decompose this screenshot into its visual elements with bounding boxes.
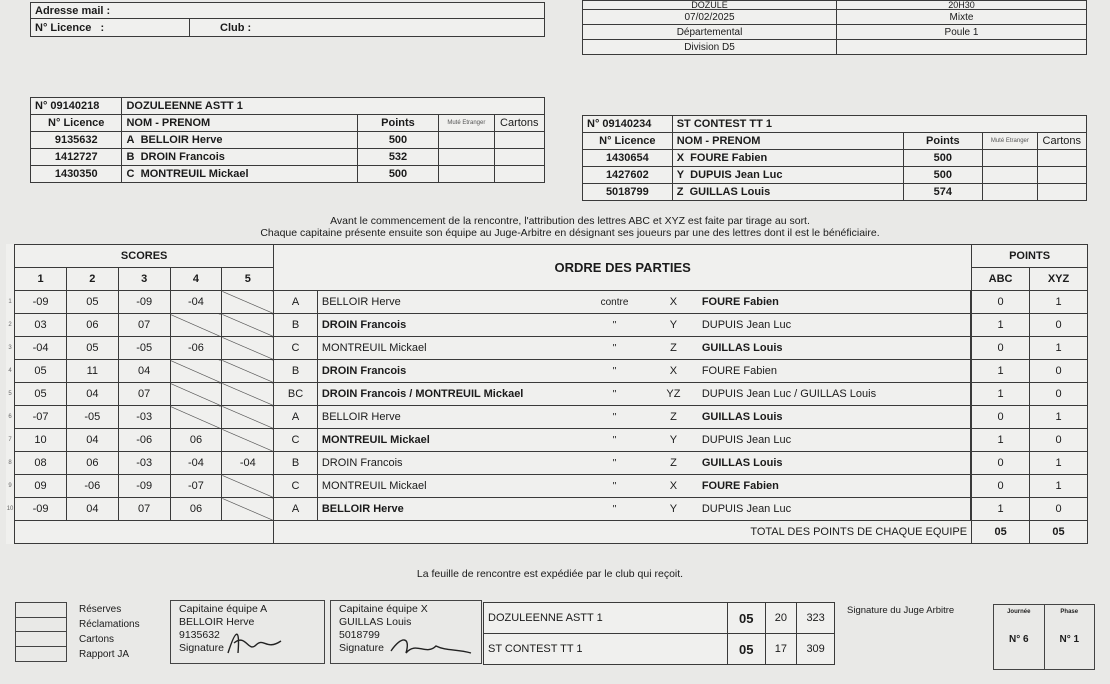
- player-points: 500: [357, 132, 438, 149]
- set-score: -09: [15, 291, 67, 314]
- player-licence: 1430350: [31, 166, 122, 183]
- team-a-number: N° 09140218: [31, 98, 122, 115]
- captain-x-name: GUILLAS Louis: [339, 616, 412, 628]
- match-row: [6, 475, 1088, 498]
- set-score: [222, 383, 274, 406]
- set-score: 04: [66, 498, 118, 521]
- match-date: 07/02/2025: [583, 10, 837, 25]
- points-abc: 0: [972, 452, 1030, 475]
- player-x: DUPUIS Jean Luc / GUILLAS Louis: [698, 383, 971, 406]
- match-info-table: [582, 0, 1087, 55]
- result-points: 323: [797, 603, 835, 634]
- set-score: 11: [66, 360, 118, 383]
- letter-a: BC: [274, 383, 318, 406]
- match-row: [6, 498, 1088, 521]
- captain-a-licence: 9135632: [179, 629, 220, 641]
- set-score: 03: [15, 314, 67, 337]
- set-score: [222, 429, 274, 452]
- set-score: [170, 314, 222, 337]
- set-score: 07: [118, 383, 170, 406]
- town: DOZULE: [583, 1, 837, 10]
- set-header: 5: [222, 268, 274, 291]
- row-number: 8: [8, 460, 12, 466]
- set-score: 10: [15, 429, 67, 452]
- email-label: Adresse mail :: [31, 3, 545, 19]
- match-pool: Poule 1: [837, 25, 1087, 40]
- set-score: -07: [15, 406, 67, 429]
- player-x: FOURE Fabien: [698, 360, 971, 383]
- captain-x-signature-label: Signature: [339, 642, 384, 654]
- player-a: DROIN Francois: [317, 452, 580, 475]
- player-x: GUILLAS Louis: [698, 337, 971, 360]
- match-division: Division D5: [583, 40, 837, 55]
- team-x-player-row: [583, 150, 1087, 167]
- player-a: BELLOIR Herve: [317, 498, 580, 521]
- team-a-player-row: [31, 149, 545, 166]
- player-a: MONTREUIL Mickael: [317, 429, 580, 452]
- player-x: FOURE Fabien: [698, 291, 971, 314]
- set-score: 05: [15, 360, 67, 383]
- versus: ": [580, 383, 649, 406]
- result-sets: 17: [765, 634, 797, 665]
- points-xyz: 0: [1030, 383, 1088, 406]
- player-points: 574: [903, 184, 983, 201]
- club-label: Club :: [190, 19, 545, 37]
- team-x-col-licence: N° Licence: [583, 133, 673, 150]
- letter-a: A: [274, 291, 318, 314]
- checklist-reserves: Réserves: [79, 604, 122, 615]
- set-score: -05: [118, 337, 170, 360]
- set-score: [170, 383, 222, 406]
- captain-x-title: Capitaine équipe X: [339, 603, 428, 615]
- xyz-header: XYZ: [1030, 268, 1088, 291]
- team-x-col-mute: Muté Etranger: [983, 133, 1037, 150]
- player-name: C MONTREUIL Mickael: [122, 166, 357, 183]
- points-xyz: 0: [1030, 360, 1088, 383]
- result-score: 05: [727, 634, 765, 665]
- row-number: 5: [8, 391, 12, 397]
- team-a-col-name: NOM - PRENOM: [122, 115, 357, 132]
- set-score: 06: [66, 314, 118, 337]
- checklist-rapport: Rapport JA: [79, 649, 130, 660]
- checklist-reclamations: Réclamations: [79, 619, 140, 630]
- letter-a: C: [274, 337, 318, 360]
- captain-a-box: [170, 600, 325, 664]
- versus: ": [580, 406, 649, 429]
- abc-header: ABC: [972, 268, 1030, 291]
- row-number: 4: [8, 368, 12, 374]
- team-a-name: DOZULEENNE ASTT 1: [122, 98, 545, 115]
- match-level: Départemental: [583, 25, 837, 40]
- team-x-name: ST CONTEST TT 1: [672, 116, 1086, 133]
- letter-a: B: [274, 360, 318, 383]
- set-score: 04: [118, 360, 170, 383]
- versus: contre: [580, 291, 649, 314]
- letter-x: Y: [649, 498, 698, 521]
- captain-x-licence: 5018799: [339, 629, 380, 641]
- set-score: 09: [15, 475, 67, 498]
- points-abc: 0: [972, 475, 1030, 498]
- set-score: [222, 360, 274, 383]
- contact-table: [30, 2, 545, 37]
- letter-x: Y: [649, 314, 698, 337]
- player-licence: 1412727: [31, 149, 122, 166]
- player-points: 532: [357, 149, 438, 166]
- set-score: -04: [170, 452, 222, 475]
- player-licence: 9135632: [31, 132, 122, 149]
- points-abc: 0: [972, 406, 1030, 429]
- result-score: 05: [727, 603, 765, 634]
- set-score: -04: [170, 291, 222, 314]
- letter-x: X: [649, 360, 698, 383]
- match-order-table: [6, 244, 1088, 544]
- result-team: DOZULEENNE ASTT 1: [484, 603, 728, 634]
- set-score: -06: [118, 429, 170, 452]
- points-xyz: 1: [1030, 291, 1088, 314]
- match-row: [6, 337, 1088, 360]
- points-xyz: 1: [1030, 475, 1088, 498]
- set-score: 07: [118, 498, 170, 521]
- versus: ": [580, 360, 649, 383]
- player-a: DROIN Francois: [317, 360, 580, 383]
- letter-a: C: [274, 475, 318, 498]
- versus: ": [580, 337, 649, 360]
- points-abc: 1: [972, 360, 1030, 383]
- player-a: MONTREUIL Mickael: [317, 475, 580, 498]
- player-a: BELLOIR Herve: [317, 406, 580, 429]
- set-score: [170, 406, 222, 429]
- row-number: 3: [8, 345, 12, 351]
- team-a-col-licence: N° Licence: [31, 115, 122, 132]
- points-abc: 1: [972, 498, 1030, 521]
- journee-value: N° 6: [1008, 634, 1029, 645]
- points-xyz: 1: [1030, 337, 1088, 360]
- player-x: DUPUIS Jean Luc: [698, 498, 971, 521]
- letter-a: C: [274, 429, 318, 452]
- set-header: 2: [66, 268, 118, 291]
- versus: ": [580, 429, 649, 452]
- points-xyz: 0: [1030, 498, 1088, 521]
- team-x-table: [582, 115, 1087, 201]
- set-score: -09: [118, 475, 170, 498]
- set-score: -09: [15, 498, 67, 521]
- result-sets: 20: [765, 603, 797, 634]
- set-score: 05: [15, 383, 67, 406]
- player-x: GUILLAS Louis: [698, 406, 971, 429]
- letter-x: Z: [649, 337, 698, 360]
- team-a-player-row: [31, 166, 545, 183]
- set-score: 06: [66, 452, 118, 475]
- player-points: 500: [357, 166, 438, 183]
- points-abc: 0: [972, 337, 1030, 360]
- player-licence: 1427602: [583, 167, 673, 184]
- total-abc: 05: [972, 521, 1030, 544]
- set-score: -06: [170, 337, 222, 360]
- captain-a-signature: [226, 623, 286, 663]
- captain-a-signature-label: Signature: [179, 642, 224, 654]
- player-a: BELLOIR Herve: [317, 291, 580, 314]
- set-score: 07: [118, 314, 170, 337]
- total-xyz: 05: [1030, 521, 1088, 544]
- set-score: 04: [66, 383, 118, 406]
- set-score: [222, 314, 274, 337]
- letter-x: Z: [649, 452, 698, 475]
- draw-notice: [200, 215, 940, 239]
- set-score: [222, 475, 274, 498]
- team-x-player-row: [583, 184, 1087, 201]
- set-score: 06: [170, 429, 222, 452]
- points-title: POINTS: [972, 245, 1088, 268]
- row-number: 9: [8, 483, 12, 489]
- points-abc: 1: [972, 383, 1030, 406]
- versus: ": [580, 475, 649, 498]
- set-score: 04: [66, 429, 118, 452]
- match-row: [6, 406, 1088, 429]
- letter-a: B: [274, 452, 318, 475]
- versus: ": [580, 498, 649, 521]
- team-a-col-points: Points: [357, 115, 438, 132]
- set-score: -03: [118, 406, 170, 429]
- phase-label: Phase: [1060, 609, 1079, 615]
- letter-a: B: [274, 314, 318, 337]
- draw-notice-line1: Avant le commencement de la rencontre, l'attribution des lettres ABC et XYZ est faite par tirage au sort.: [330, 215, 810, 227]
- player-x: DUPUIS Jean Luc: [698, 429, 971, 452]
- set-score: [222, 291, 274, 314]
- team-x-col-points: Points: [903, 133, 983, 150]
- match-row: [6, 452, 1088, 475]
- draw-notice-line2: Chaque capitaine présente ensuite son équipe au Juge-Arbitre en désignant ses joueurs par une des lettres dont il est le bénéficiaire.: [260, 227, 880, 239]
- team-a-col-cards: Cartons: [494, 115, 544, 132]
- phase-value: N° 1: [1059, 634, 1080, 645]
- set-score: [170, 360, 222, 383]
- player-x: GUILLAS Louis: [698, 452, 971, 475]
- orders-title: ORDRE DES PARTIES: [274, 245, 972, 291]
- set-score: [222, 406, 274, 429]
- set-score: -07: [170, 475, 222, 498]
- row-number: 1: [8, 299, 12, 305]
- set-score: 06: [170, 498, 222, 521]
- shipping-note: La feuille de rencontre est expédiée par le club qui reçoit.: [416, 568, 684, 580]
- player-name: A BELLOIR Herve: [122, 132, 357, 149]
- match-row: [6, 429, 1088, 452]
- match-type: Mixte: [837, 10, 1087, 25]
- referee-signature-label: Signature du Juge Arbitre: [847, 605, 955, 616]
- set-header: 1: [15, 268, 67, 291]
- player-name: Z GUILLAS Louis: [672, 184, 903, 201]
- set-score: [222, 337, 274, 360]
- player-name: B DROIN Francois: [122, 149, 357, 166]
- versus: ": [580, 452, 649, 475]
- player-name: Y DUPUIS Jean Luc: [672, 167, 903, 184]
- checklist-cartons: Cartons: [79, 634, 115, 645]
- letter-x: Z: [649, 406, 698, 429]
- team-a-col-mute: Muté Etranger: [439, 115, 495, 132]
- team-x-player-row: [583, 167, 1087, 184]
- team-x-number: N° 09140234: [583, 116, 673, 133]
- row-number: 2: [8, 322, 12, 328]
- match-row: [6, 360, 1088, 383]
- player-x: DUPUIS Jean Luc: [698, 314, 971, 337]
- player-a: MONTREUIL Mickael: [317, 337, 580, 360]
- set-score: -04: [222, 452, 274, 475]
- row-number: 7: [8, 437, 12, 443]
- captain-x-signature: [386, 631, 476, 661]
- set-header: 4: [170, 268, 222, 291]
- scores-title: SCORES: [15, 245, 274, 268]
- checklist: [15, 602, 140, 662]
- points-abc: 0: [972, 291, 1030, 314]
- player-x: FOURE Fabien: [698, 475, 971, 498]
- captain-x-box: [330, 600, 482, 664]
- letter-a: A: [274, 406, 318, 429]
- row-number: 10: [6, 506, 14, 512]
- set-header: 3: [118, 268, 170, 291]
- player-a: DROIN Francois: [317, 314, 580, 337]
- team-a-player-row: [31, 132, 545, 149]
- letter-x: X: [649, 475, 698, 498]
- match-time: 20H30: [837, 1, 1087, 10]
- points-abc: 1: [972, 429, 1030, 452]
- player-name: X FOURE Fabien: [672, 150, 903, 167]
- letter-a: A: [274, 498, 318, 521]
- set-score: 05: [66, 337, 118, 360]
- row-number: 6: [8, 414, 12, 420]
- player-points: 500: [903, 150, 983, 167]
- team-a-table: [30, 97, 545, 183]
- player-a: DROIN Francois / MONTREUIL Mickael: [317, 383, 580, 406]
- points-xyz: 0: [1030, 429, 1088, 452]
- set-score: -06: [66, 475, 118, 498]
- journee-phase-box: [993, 604, 1095, 670]
- result-table: [483, 602, 835, 665]
- result-points: 309: [797, 634, 835, 665]
- points-abc: 1: [972, 314, 1030, 337]
- points-xyz: 1: [1030, 406, 1088, 429]
- set-score: -05: [66, 406, 118, 429]
- player-points: 500: [903, 167, 983, 184]
- player-licence: 1430654: [583, 150, 673, 167]
- match-row: [6, 383, 1088, 406]
- captain-a-name: BELLOIR Herve: [179, 616, 255, 628]
- set-score: 05: [66, 291, 118, 314]
- letter-x: X: [649, 291, 698, 314]
- licence-label: N° Licence :: [31, 19, 190, 37]
- player-licence: 5018799: [583, 184, 673, 201]
- match-row: [6, 314, 1088, 337]
- points-xyz: 1: [1030, 452, 1088, 475]
- letter-x: YZ: [649, 383, 698, 406]
- team-x-col-name: NOM - PRENOM: [672, 133, 903, 150]
- set-score: -04: [15, 337, 67, 360]
- set-score: -03: [118, 452, 170, 475]
- team-x-col-cards: Cartons: [1037, 133, 1086, 150]
- result-team: ST CONTEST TT 1: [484, 634, 728, 665]
- journee-label: Journée: [1007, 609, 1031, 615]
- set-score: -09: [118, 291, 170, 314]
- set-score: 08: [15, 452, 67, 475]
- match-row: [6, 291, 1088, 314]
- captain-a-title: Capitaine équipe A: [179, 603, 268, 615]
- letter-x: Y: [649, 429, 698, 452]
- total-label: TOTAL DES POINTS DE CHAQUE EQUIPE: [274, 521, 972, 544]
- set-score: [222, 498, 274, 521]
- versus: ": [580, 314, 649, 337]
- points-xyz: 0: [1030, 314, 1088, 337]
